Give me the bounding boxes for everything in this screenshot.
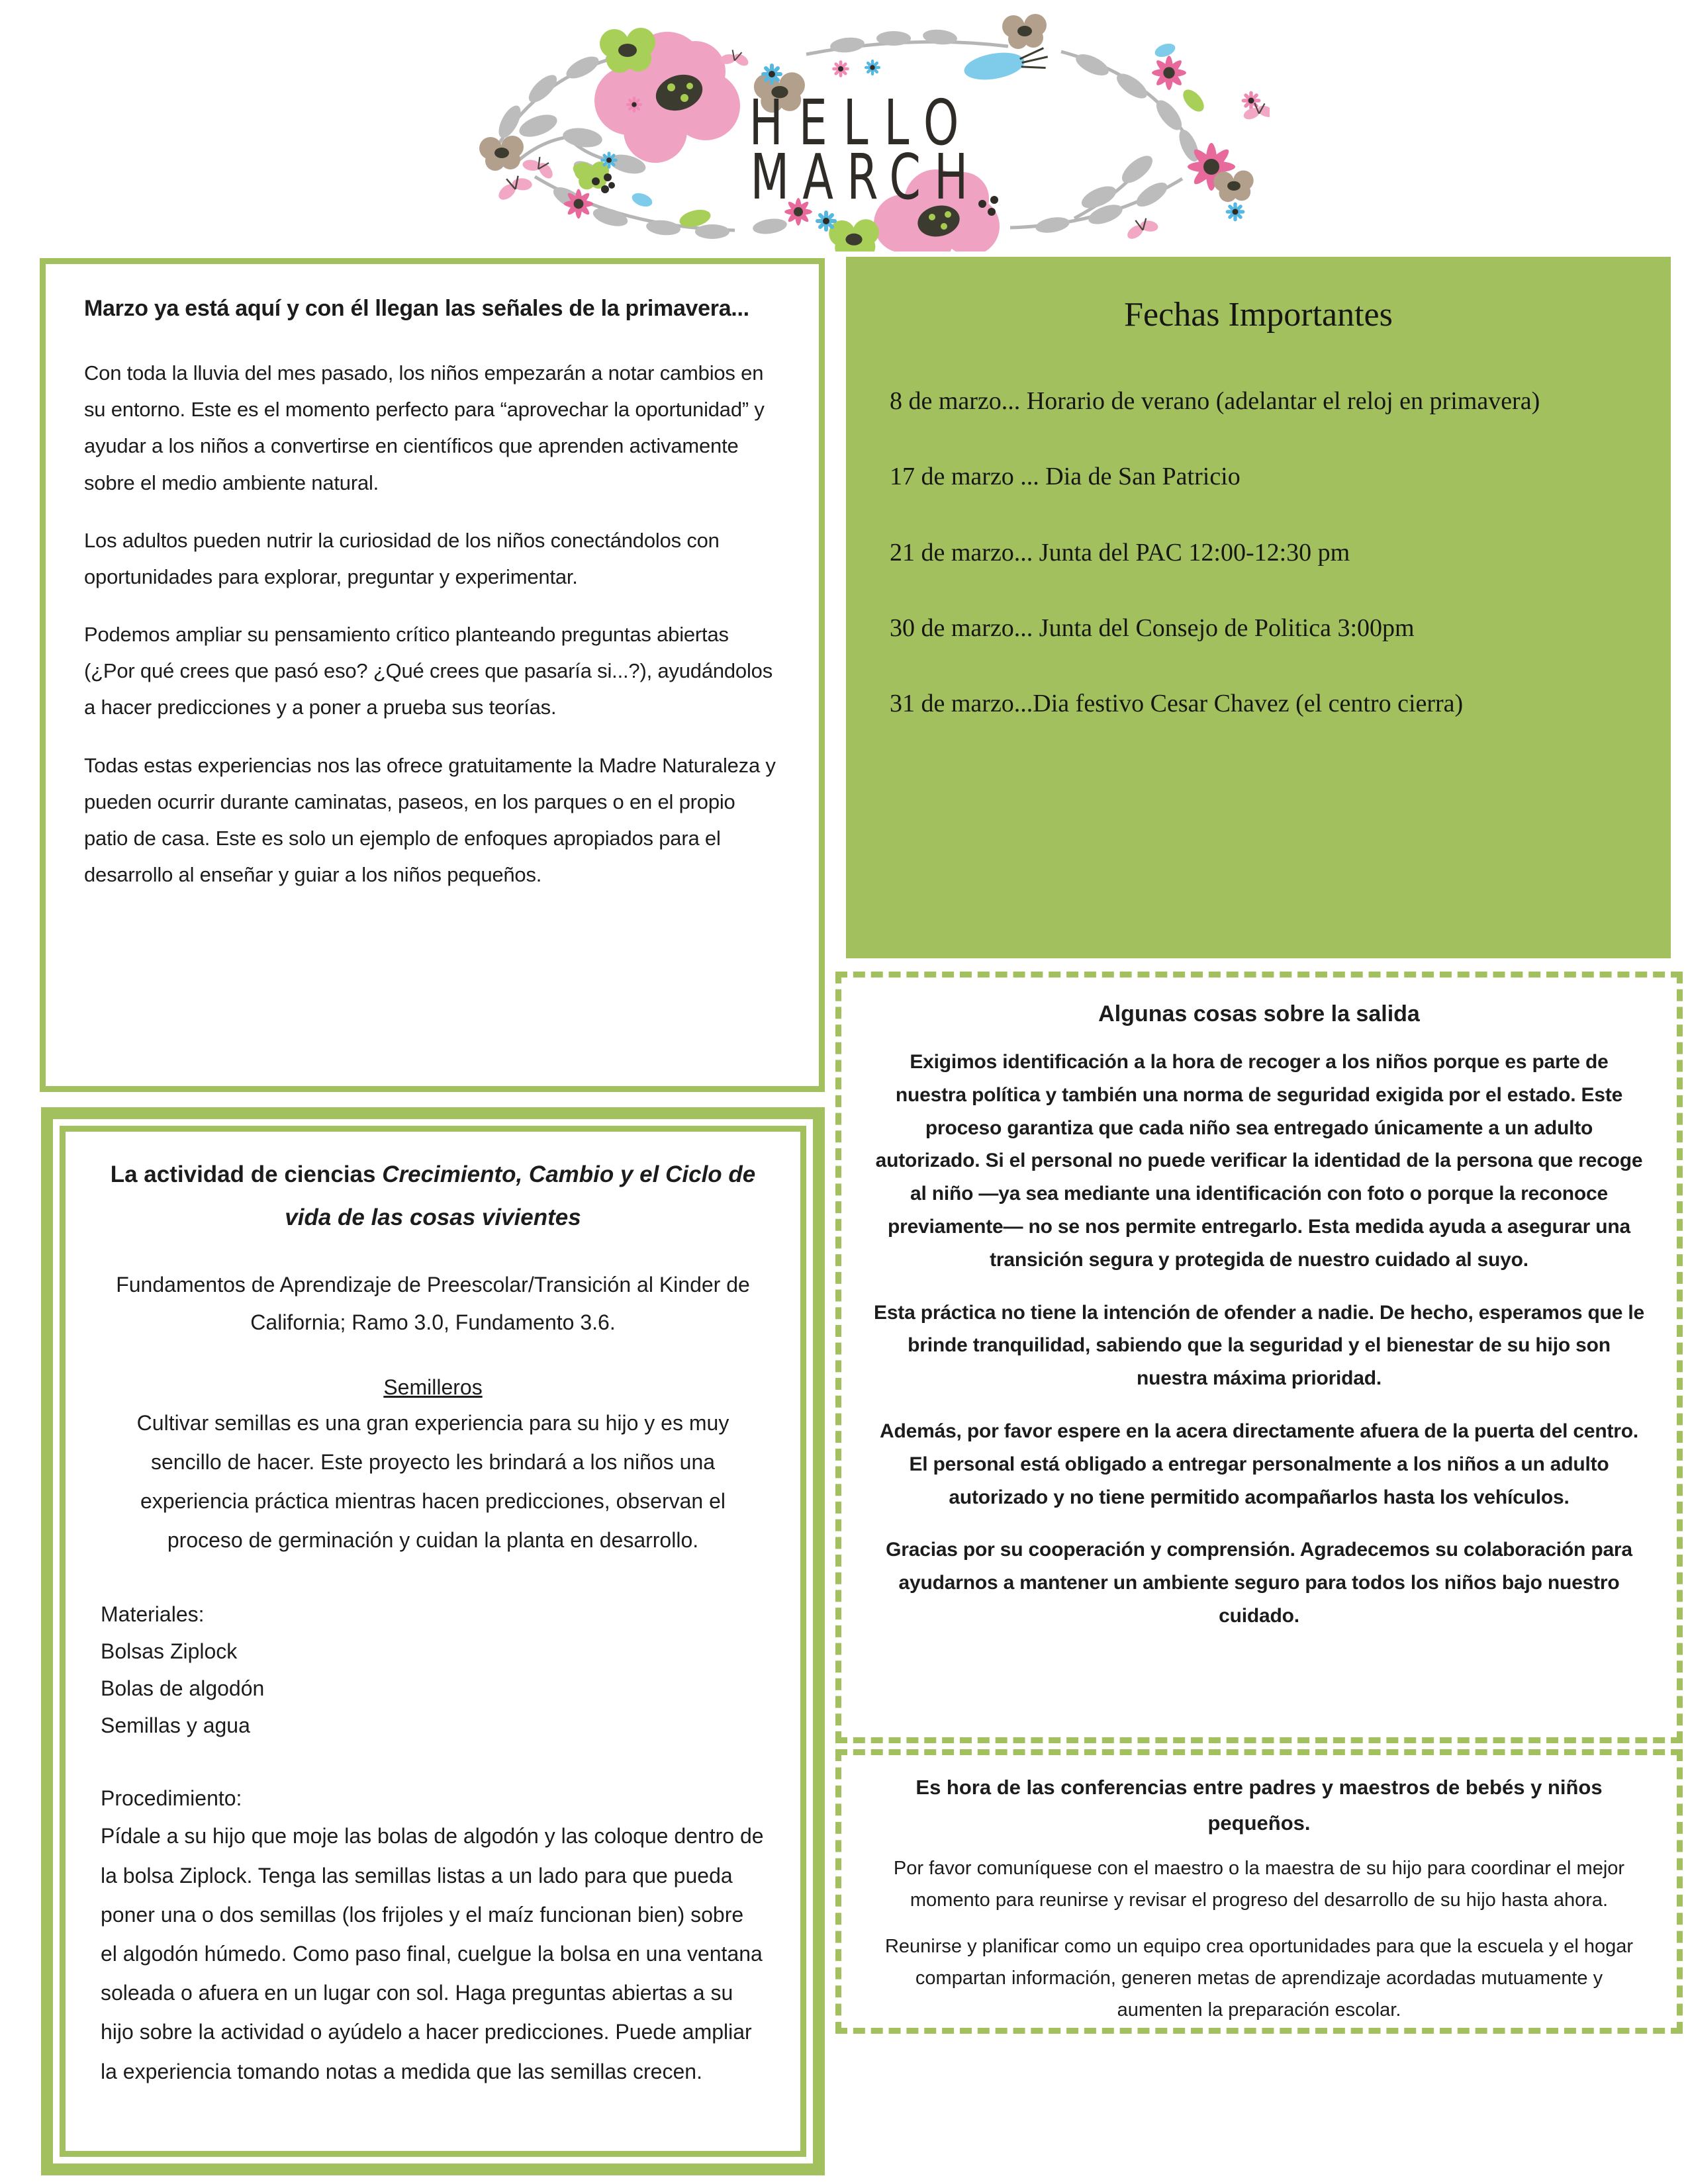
blue-bud-icon [962,44,1050,84]
material-item: Bolsas Ziplock [101,1639,238,1664]
pink-daisy-icon [1152,56,1186,90]
date-item: 17 de marzo ... Dia de San Patricio [890,463,1241,491]
science-title-italic: Crecimiento, Cambio y el Ciclo de vida de las cosas vivientes [285,1161,756,1230]
pickup-paragraph: Esta práctica no tiene la intención de ofender a nadie. De hecho, esperamos que le brinde tranquilidad, sabiendo que la seguridad y el bienestar de su hijo son nuestra máxima prioridad. [874,1301,1644,1390]
materials-label: Materiales: [101,1602,205,1627]
intro-paragraph: Con toda la lluvia del mes pasado, los niños empezarán a notar cambios en su entorno. Este es el momento perfecto para “aprovechar la oportunidad” y ayudar a los niños a convertirse en científicos que aprenden activamente sobre el medio ambiente natural. [84,361,765,494]
march-text: MARCH [750,140,982,214]
green-flower-icon [600,28,655,73]
pickup-paragraph: Gracias por su cooperación y comprensión. Agradecemos su colaboración para ayudarnos a mantener un ambiente seguro para todos los niños bajo nuestro cuidado. [886,1539,1632,1627]
pink-daisy-icon [564,189,594,219]
hello-text: HELLO [749,86,975,159]
materials-list [101,1596,765,1744]
conference-box [835,1749,1683,2034]
tan-flower-icon [1213,171,1253,203]
conference-heading: Es hora de las conferencias entre padres y maestros de bebés y niños pequeños. [915,1776,1603,1835]
important-dates-box [846,257,1671,958]
intro-paragraph: Todas estas experiencias nos las ofrece gratuitamente la Madre Naturaleza y pueden ocurrir durante caminatas, paseos, en los parques o en el propio patio de casa. Este es solo un ejemplo de enfoques apropiados para el desarrollo al enseñar y guiar a los niños pequeños. [84,753,776,887]
date-item: 30 de marzo... Junta del Consejo de Politica 3:00pm [890,614,1415,642]
date-item: 21 de marzo... Junta del PAC 12:00-12:30 pm [890,538,1350,567]
intro-paragraph: Podemos ampliar su pensamiento crítico planteando preguntas abiertas (¿Por qué crees que pasó eso? ¿Qué crees que pasaría si...?), ayudándolos a hacer predicciones y a poner a prueba sus teorías. [84,623,773,719]
science-title [101,1154,765,1240]
pickup-paragraph: Exigimos identificación a la hora de recoger a los niños porque es parte de nuestra política y también una norma de seguridad exigida por el estado. Este proceso garantiza que cada niño sea entregado únicamente a un adulto autorizado. Si el personal no puede verificar la identidad de la persona que recoge al niño —ya sea mediante una identificación con foto o porque la reconoce previamente— no se nos permite entregarlo. Esta medida ayuda a asegurar una transición segura y protegida de nuestro cuidado al suyo. [875,1051,1643,1271]
procedure-text: Pídale a su hijo que moje las bolas de algodón y las coloque dentro de la bolsa Ziplock. Tenga las semillas listas a un lado para que pueda poner una o dos semillas (los frijoles y el maíz funcionan bien) sobre el algodón húmedo. Como paso final, cuelgue la bolsa en una ventana soleada o afuera en un lugar con sol. Haga preguntas abiertas a su hijo sobre la actividad o ayúdelo a hacer predicciones. Puede ampliar la experiencia tomando notas a medida que las semillas crecen. [101,1824,764,2083]
material-item: Bolas de algodón [101,1676,265,1701]
dates-title: Fechas Importantes [1124,296,1393,334]
science-activity-box [41,1107,825,2175]
pickup-policy-box [835,972,1683,1743]
pickup-paragraph: Además, por favor espere en la acera directamente afuera de la puerta del centro. El personal está obligado a entregar personalmente a los niños a un adulto autorizado y no tiene permitido acompañarlos hasta los vehículos. [880,1420,1638,1508]
science-subtitle: Fundamentos de Aprendizaje de Preescolar/Transición al Kinder de California; Ramo 3.0, Fundamento 3.6. [116,1272,750,1335]
intro-paragraph: Los adultos pueden nutrir la curiosidad de los niños conectándolos con oportunidades para explorar, preguntar y experimentar. [84,528,720,588]
date-item: 8 de marzo... Horario de verano (adelantar el reloj en primavera) [890,387,1540,415]
semilleros-heading: Semilleros [383,1375,483,1399]
science-title-plain: La actividad de ciencias [110,1161,383,1187]
conference-paragraph: Reunirse y planificar como un equipo crea oportunidades para que la escuela y el hogar compartan información, generen metas de aprendizaje acordadas mutuamente y aumenten la preparación escolar. [884,1935,1634,2021]
conference-paragraph: Por favor comuníquese con el maestro o la maestra de su hijo para coordinar el mejor momento para reunirse y revisar el progreso del desarrollo de su hijo hasta ahora. [893,1857,1625,1911]
procedure-label: Procedimiento: [101,1786,242,1811]
hello-march-artwork [409,8,1270,251]
green-flower-icon [829,219,879,251]
material-item: Semillas y agua [101,1713,250,1738]
pickup-heading: Algunas cosas sobre la salida [1098,1001,1420,1026]
march-intro-box [40,258,825,1092]
science-intro: Cultivar semillas es una gran experiencia para su hijo y es muy sencillo de hacer. Este proyecto les brindará a los niños una experiencia práctica mientras hacen predicciones, observan el proceso de germinación y cuidan la planta en desarrollo. [136,1410,729,1553]
date-item: 31 de marzo...Dia festivo Cesar Chavez (el centro cierra) [890,690,1464,718]
tan-flower-icon [1002,14,1047,49]
intro-heading: Marzo ya está aquí y con él llegan las señales de la primavera... [84,296,749,321]
